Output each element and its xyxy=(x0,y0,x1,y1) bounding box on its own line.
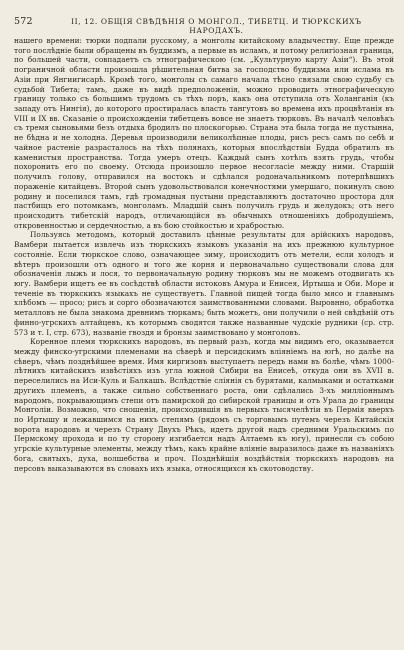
running-head xyxy=(14,16,390,35)
running-title: II, 12. ОБЩІЯ СВѢДѢНІЯ О МОНГОЛ., ТИБЕТЦ. И ТЮРКСКИХЪ НАРОДАХЪ. xyxy=(71,17,362,35)
page-number: 572 xyxy=(14,16,33,27)
paragraph: нашего времени: тюрки подпали русскому, а монголы китайскому владычеству. Еще прежде того послѣдніе были обращены въ буддизмъ, а первые въ исламъ, и потому религіозная граница, по большей части, совпадаетъ съ этнографическою (см. „Культурную карту Азіи“). Въ этой пограничной области произошла рѣшительная битва за господство буддизма или ислама въ Азіи при Янгиигисарѣ. Кромѣ того, монголы съ самаго начала тѣсно связали свою судьбу съ судьбой Тибета; тамъ, даже въ видѣ предположенія, можно проводить этнографическую границу только съ большимъ трудомъ съ тѣхъ поръ, какъ она отступила отъ Холанганія (къ западу отъ Нингія), до которого простиралась власть тангутовъ во времена ихъ процвѣтанія въ VIII и IX вв. Сказаніе о происхожденіи тибетцевъ вовсе не знаетъ тюрковъ. Въ началѣ человѣкъ съ тремя сыновьями безъ отдыха бродилъ по плоскогорью. Страна эта была тогда не пустынна, не бѣдна и не холодна. Деревья производили великолѣпные плоды, рисъ ресъ самъ по себѣ и чайное растеніе разрасталось на тѣхъ полянахъ, которыя впослѣдствіи Будда обратилъ въ каменистыя пространства. Тогда умеръ отецъ. Каждый сынъ хотѣлъ взять грудь, чтобы похоронить его по своему. Отсюда произошло первое несогласіе между ними. Старшій получилъ голову, отправился на востокъ и сдѣлался родоначальникомъ потерпѣвшихъ пораженіе китайцевъ. Второй сынъ удовольствовался конечностями умершаго, покинулъ свою родину и поселился тамъ, гдѣ громадныя пустыни представляютъ достаточно простора для пастбищъ его потомкамъ, монголамъ. Младшій сынъ получилъ грудь и желудокъ; отъ него происходитъ тибетскій народъ, отличающійся въ обычныхъ отношеніяхъ добродушіемъ, откровенностью и сердечностью, а въ бою стойкостью и храбростью. xyxy=(14,36,394,230)
paragraph: Пользуясь методомъ, который доставилъ цѣнные результаты для арійскихъ народовъ, Вамбери пытается извлечь изъ тюркскихъ языковъ указанія на ихъ прежнюю культурное состояніе. Если тюркское слово, означающее зиму, происходитъ отъ метели, если холодъ и вѣтеръ произошли отъ одного и того же корня и первоначально существовали слова для обозначенія лыжъ и лося, то первоначальную родину тюрковъ мы не можемъ отодвигать къ югу. Вамбери ищетъ ее въ сосѣдствѣ области истоковъ Амура и Енисея, Иртыша и Оби. Море и теченіе въ тюркскихъ языкахъ не существуетъ. Главной пищей тогда было мясо и главнымъ хлѣбомъ — просо; рисъ и сорго обозначаются заимствованными словами. Выровнно, обработка металловъ не была знакома древнимъ тюркамъ; быть можетъ, они получили о ней свѣдѣній отъ финно-угрскихъ алтайцевъ, къ которымъ сводятся также названные чудскіе рудники (ср. стр. 573 и т. I, стр. 673), названіе гвоздя и бронзы заимствовано у монголовъ. xyxy=(14,230,394,337)
paragraph: Коренное племя тюркскихъ народовъ, въ первый разъ, когда мы видимъ его, оказывается между финско-угрскими племенами на сѣверѣ и персидскимъ вліяніемъ на югѣ, но далѣе на сѣверъ, чѣмъ позднѣйшее время. Имя киргизовъ выступаетъ передъ нами въ болѣе, чѣмъ 1000-лѣтнихъ китайскихъ извѣстіяхъ изъ угла южной Сибири на Енисеѣ, откуда они въ XVII в. переселились на Иси-Куль и Балкашъ. Вслѣдствіе сліянія съ бурятами, калмыками и остатками другихъ племенъ, а также сильно собственнаго роста, они сдѣлались 3-хъ милліоннымъ народомъ, покрывающимъ степи отъ памирской до сибирской границы и отъ Урала до границы Монголіи. Возможно, что сношенія, происходившія въ первыхъ тысячелѣтіи въ Пермія вверхъ по Иртышу и лежавшимся на нихъ степямъ (рядомъ съ торговымъ путемъ черезъ Китайскія ворота народовъ и черезъ Страну Двухъ Рѣкъ, идетъ другой надъ средними Уральскимъ по Пермскому прохода и по ту сторону изгибается надъ Алтаемъ къ югу), принесли съ собою угрскіе культурные элементы, между тѣмъ, какъ крайне вліяніе выразилось даже въ названіяхъ бога, святыхъ, духа, волшебства и проч. Позднѣйшія воздѣйствія тюркскихъ народовъ на персовъ выказываются въ словахъ ихъ языка, относящихся къ скотоводству. xyxy=(14,337,394,473)
body-text xyxy=(14,36,394,644)
